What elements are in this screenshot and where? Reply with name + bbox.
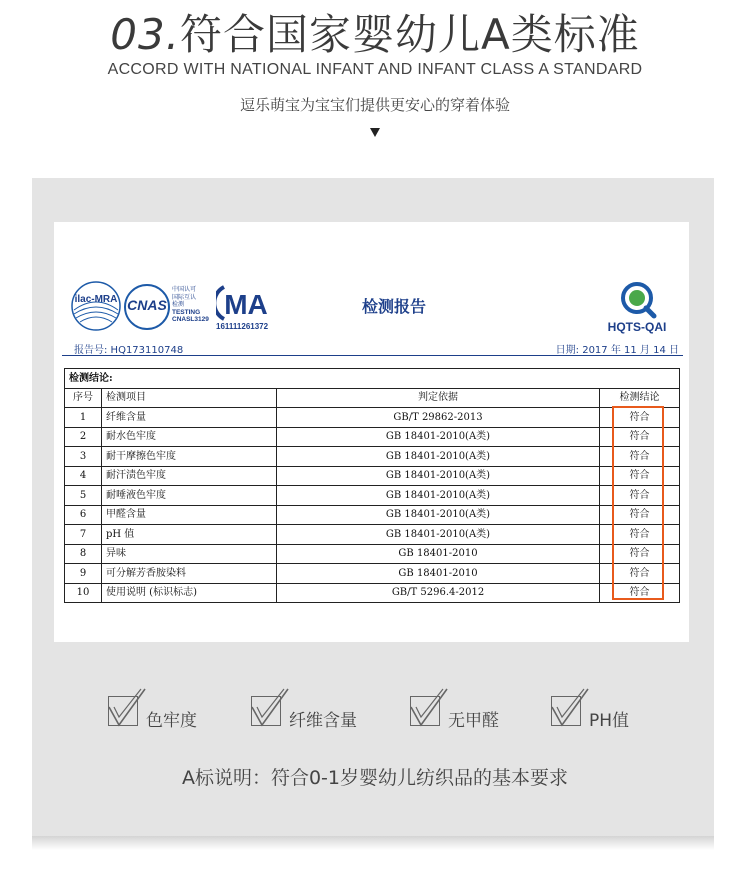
cell-item: 耐汗渍色牢度 <box>102 466 277 486</box>
cell-result: 符合 <box>600 564 680 584</box>
cnas-logo-text: CNAS <box>127 297 167 313</box>
table-caption: 检测结论: <box>65 369 680 389</box>
cell-result: 符合 <box>600 486 680 506</box>
table-header-row <box>65 388 680 408</box>
check-icon <box>551 696 581 726</box>
cell-result: 符合 <box>600 544 680 564</box>
table-row <box>65 583 680 603</box>
badge-label: 纤维含量 <box>289 711 357 731</box>
cell-item: 耐干摩擦色牢度 <box>102 447 277 467</box>
cell-item: 甲醛含量 <box>102 505 277 525</box>
table-row <box>65 486 680 506</box>
table-row <box>65 525 680 545</box>
results-table <box>64 368 680 603</box>
cell-basis: GB/T 29862-2013 <box>277 408 600 428</box>
result-highlight-box <box>612 406 664 600</box>
cell-basis: GB 18401-2010(A类) <box>277 525 600 545</box>
cell-result: 符合 <box>600 447 680 467</box>
hqts-label: HQTS-QAI <box>607 320 667 334</box>
table-row <box>65 447 680 467</box>
test-report <box>54 222 689 642</box>
cma-code: 161111261372 <box>216 322 269 331</box>
report-title: 检测报告 <box>362 297 427 316</box>
cnas-line: 检测 <box>172 301 185 308</box>
cell-item: 耐唾液色牢度 <box>102 486 277 506</box>
cnas-line: 中国认可 <box>172 286 197 293</box>
header-item: 检测项目 <box>102 388 277 408</box>
cell-item: 纤维含量 <box>102 408 277 428</box>
cell-result: 符合 <box>600 583 680 603</box>
cell-basis: GB 18401-2010(A类) <box>277 505 600 525</box>
cell-seq: 7 <box>65 525 102 545</box>
cnas-line: TESTING <box>172 308 201 316</box>
cell-basis: GB/T 5296.4-2012 <box>277 583 600 603</box>
check-icon <box>108 696 138 726</box>
section-description: 逗乐萌宝为宝宝们提供更安心的穿着体验 <box>239 96 510 114</box>
ilac-mra-logo <box>70 280 122 332</box>
cell-seq: 9 <box>65 564 102 584</box>
report-number: 报告号: HQ173110748 <box>74 345 184 356</box>
cell-item: 耐水色牢度 <box>102 427 277 447</box>
cell-seq: 2 <box>65 427 102 447</box>
cell-seq: 5 <box>65 486 102 506</box>
cell-result: 符合 <box>600 505 680 525</box>
section-number: 03. <box>110 10 181 59</box>
cell-result: 符合 <box>600 466 680 486</box>
cnas-line: CNASL3129 <box>172 316 209 323</box>
down-arrow-icon <box>370 128 380 137</box>
cell-basis: GB 18401-2010(A类) <box>277 447 600 467</box>
table-row <box>65 544 680 564</box>
table-row <box>65 427 680 447</box>
cma-logo <box>216 284 276 332</box>
ma-logo-text: MA <box>224 289 268 320</box>
cell-seq: 10 <box>65 583 102 603</box>
a-class-note: A标说明：符合0-1岁婴幼儿纺织品的基本要求 <box>181 767 569 789</box>
cell-result: 符合 <box>600 427 680 447</box>
cell-seq: 3 <box>65 447 102 467</box>
cell-item: 使用说明 (标识标志) <box>102 583 277 603</box>
cell-basis: GB 18401-2010(A类) <box>277 486 600 506</box>
table-caption-row <box>65 369 680 389</box>
cell-item: 可分解芳香胺染料 <box>102 564 277 584</box>
header-divider <box>62 355 683 356</box>
header-seq: 序号 <box>65 388 102 408</box>
cell-basis: GB 18401-2010 <box>277 564 600 584</box>
cell-result: 符合 <box>600 525 680 545</box>
hqts-logo <box>592 278 682 334</box>
english-subtitle: ACCORD WITH NATIONAL INFANT AND INFANT CLASS A STANDARD <box>107 61 643 78</box>
cell-result: 符合 <box>600 408 680 428</box>
page-title <box>0 2 750 62</box>
badge-label: 无甲醛 <box>448 711 499 731</box>
cell-basis: GB 18401-2010 <box>277 544 600 564</box>
cnas-logo <box>124 284 219 330</box>
cell-seq: 4 <box>65 466 102 486</box>
header-basis: 判定依据 <box>277 388 600 408</box>
table-row <box>65 564 680 584</box>
table-row <box>65 408 680 428</box>
ilac-logo-text: ilac-MRA <box>74 294 118 305</box>
cell-seq: 6 <box>65 505 102 525</box>
table-row <box>65 505 680 525</box>
cell-seq: 8 <box>65 544 102 564</box>
check-icon <box>251 696 281 726</box>
badge-label: PH值 <box>589 711 630 731</box>
check-icon <box>410 696 440 726</box>
cell-item: pH 值 <box>102 525 277 545</box>
table-row <box>65 466 680 486</box>
cnas-line: 国际互认 <box>172 293 197 301</box>
cell-seq: 1 <box>65 408 102 428</box>
panel-shadow <box>32 836 714 850</box>
cell-item: 异味 <box>102 544 277 564</box>
report-date: 日期: 2017 年 11 月 14 日 <box>555 345 679 356</box>
cell-basis: GB 18401-2010(A类) <box>277 466 600 486</box>
section-title: 符合国家婴幼儿A类标准 <box>180 10 640 59</box>
cell-basis: GB 18401-2010(A类) <box>277 427 600 447</box>
badge-label: 色牢度 <box>146 711 197 731</box>
header-result: 检测结论 <box>600 388 680 408</box>
